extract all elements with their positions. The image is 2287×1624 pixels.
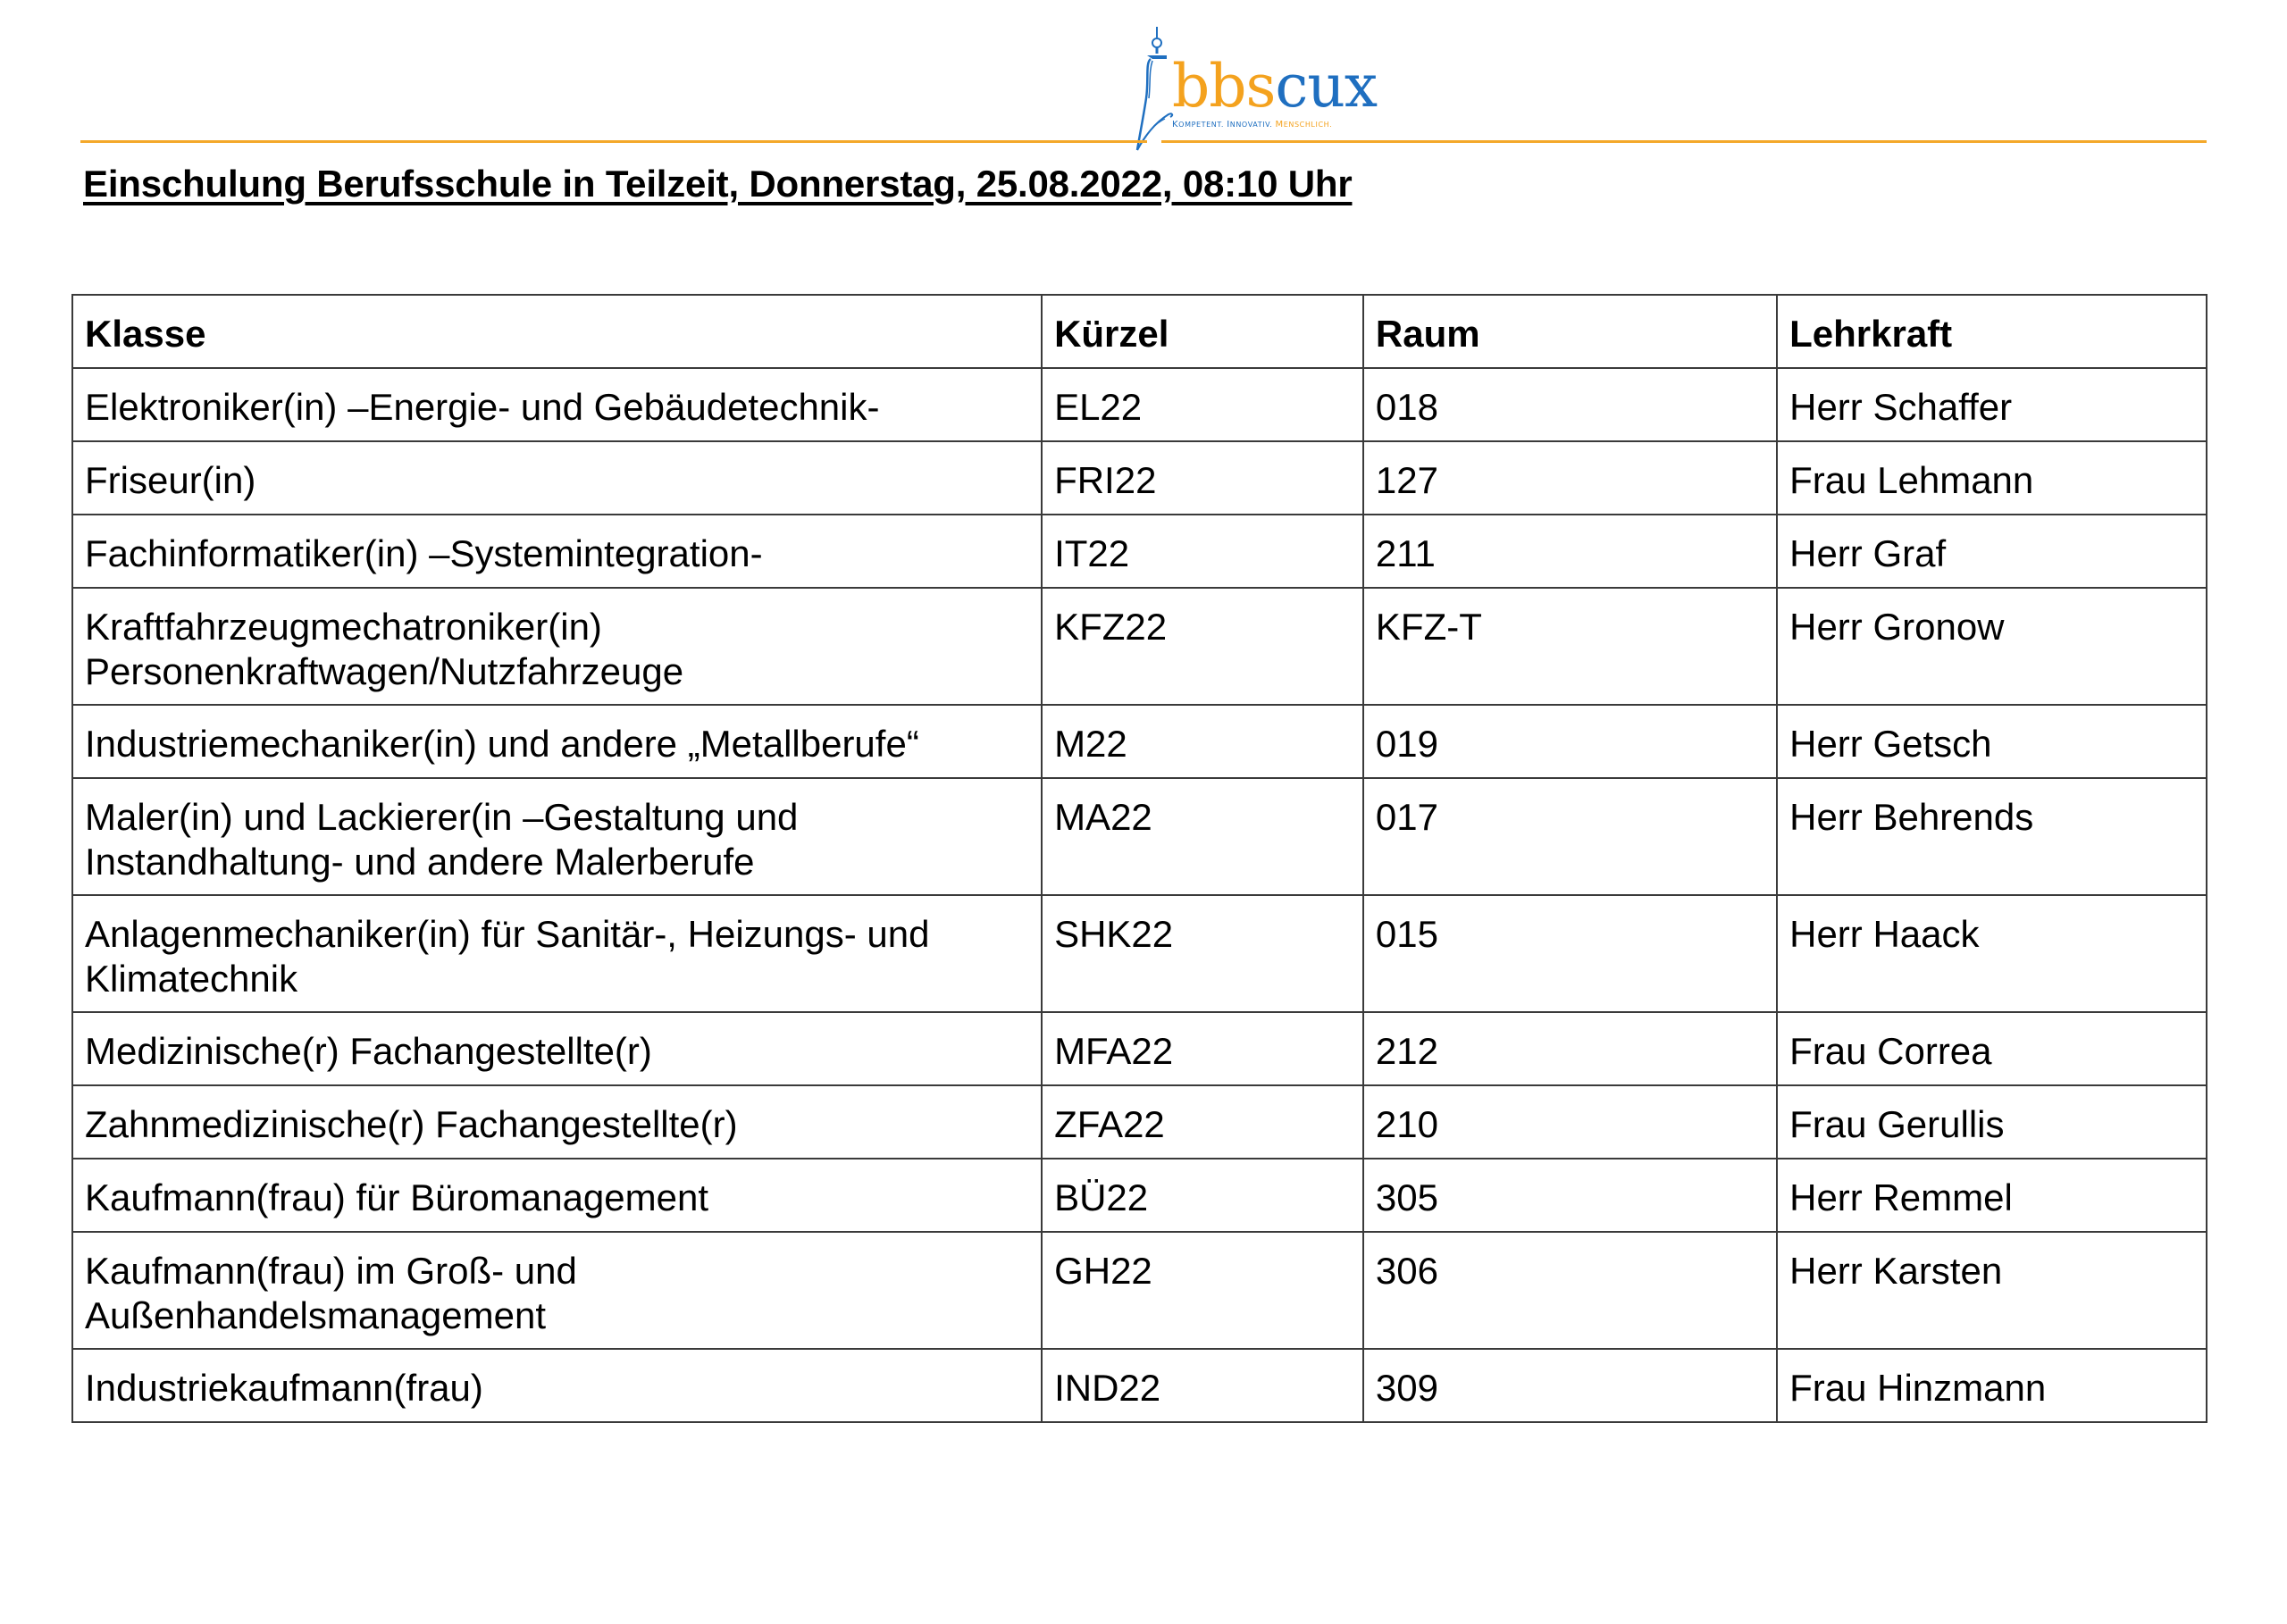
column-header-lehrkraft: Lehrkraft	[1777, 295, 2207, 368]
cell-lehrkraft: Herr Gronow	[1777, 588, 2207, 705]
tagline-word: OMPETENT.	[1178, 121, 1227, 129]
cell-raum: 017	[1363, 778, 1777, 895]
cell-lehrkraft: Herr Remmel	[1777, 1159, 2207, 1232]
cell-raum: 305	[1363, 1159, 1777, 1232]
table-row	[72, 515, 2207, 588]
table-row	[72, 1159, 2207, 1232]
cell-klasse: Fachinformatiker(in) –Systemintegration-	[72, 515, 1042, 588]
table-row	[72, 1349, 2207, 1422]
logo-word-bbs: bbs	[1172, 52, 1276, 121]
cell-raum: 309	[1363, 1349, 1777, 1422]
header-divider-left	[80, 140, 1147, 143]
cell-klasse: Maler(in) und Lackierer(in –Gestaltung und Instandhaltung- und andere Malerberufe	[72, 778, 1042, 895]
column-header-kuerzel: Kürzel	[1042, 295, 1363, 368]
tagline-word: ENSCHLICH.	[1283, 121, 1333, 129]
cell-klasse: Elektroniker(in) –Energie- und Gebäudetechnik-	[72, 368, 1042, 441]
logo-word-cux: cux	[1275, 52, 1378, 121]
table-row	[72, 588, 2207, 705]
cell-kuerzel: M22	[1042, 705, 1363, 778]
cell-lehrkraft: Herr Karsten	[1777, 1232, 2207, 1349]
cell-klasse: Friseur(in)	[72, 441, 1042, 515]
cell-kuerzel: BÜ22	[1042, 1159, 1363, 1232]
cell-raum: KFZ-T	[1363, 588, 1777, 705]
cell-lehrkraft: Frau Hinzmann	[1777, 1349, 2207, 1422]
header-divider-right	[1161, 140, 2207, 143]
cell-raum: 019	[1363, 705, 1777, 778]
cell-klasse: Kraftfahrzeugmechatroniker(in) Personenkraftwagen/Nutzfahrzeuge	[72, 588, 1042, 705]
cell-kuerzel: IT22	[1042, 515, 1363, 588]
cell-lehrkraft: Herr Behrends	[1777, 778, 2207, 895]
cell-kuerzel: ZFA22	[1042, 1085, 1363, 1159]
cell-lehrkraft: Frau Gerullis	[1777, 1085, 2207, 1159]
cell-klasse: Medizinische(r) Fachangestellte(r)	[72, 1012, 1042, 1085]
table-row	[72, 895, 2207, 1012]
cell-kuerzel: MFA22	[1042, 1012, 1363, 1085]
cell-raum: 210	[1363, 1085, 1777, 1159]
school-logo	[1133, 27, 1378, 156]
cell-raum: 212	[1363, 1012, 1777, 1085]
cell-raum: 306	[1363, 1232, 1777, 1349]
cell-kuerzel: GH22	[1042, 1232, 1363, 1349]
table-row	[72, 778, 2207, 895]
cell-klasse: Kaufmann(frau) für Büromanagement	[72, 1159, 1042, 1232]
tagline-word: NNOVATIV.	[1229, 121, 1276, 129]
table-row	[72, 1232, 2207, 1349]
tagline-initial: I	[1227, 120, 1230, 130]
cell-kuerzel: KFZ22	[1042, 588, 1363, 705]
cell-kuerzel: MA22	[1042, 778, 1363, 895]
page-title: Einschulung Berufsschule in Teilzeit, Donnerstag, 25.08.2022, 08:10 Uhr	[83, 163, 1353, 205]
table-row	[72, 705, 2207, 778]
cell-lehrkraft: Frau Lehmann	[1777, 441, 2207, 515]
cell-lehrkraft: Herr Haack	[1777, 895, 2207, 1012]
table-row	[72, 1012, 2207, 1085]
cell-klasse: Kaufmann(frau) im Groß- und Außenhandelsmanagement	[72, 1232, 1042, 1349]
cell-raum: 211	[1363, 515, 1777, 588]
column-header-raum: Raum	[1363, 295, 1777, 368]
enrollment-table	[71, 294, 2207, 1423]
cell-lehrkraft: Herr Getsch	[1777, 705, 2207, 778]
cell-lehrkraft: Frau Correa	[1777, 1012, 2207, 1085]
column-header-klasse: Klasse	[72, 295, 1042, 368]
table-row	[72, 1085, 2207, 1159]
table-header-row	[72, 295, 2207, 368]
cell-kuerzel: FRI22	[1042, 441, 1363, 515]
cell-klasse: Industriemechaniker(in) und andere „Metallberufe“	[72, 705, 1042, 778]
cell-klasse: Zahnmedizinische(r) Fachangestellte(r)	[72, 1085, 1042, 1159]
cell-kuerzel: SHK22	[1042, 895, 1363, 1012]
cell-raum: 127	[1363, 441, 1777, 515]
cell-lehrkraft: Herr Graf	[1777, 515, 2207, 588]
cell-lehrkraft: Herr Schaffer	[1777, 368, 2207, 441]
cell-klasse: Anlagenmechaniker(in) für Sanitär-, Heizungs- und Klimatechnik	[72, 895, 1042, 1012]
logo-tagline	[1172, 120, 1332, 130]
table-row	[72, 441, 2207, 515]
tagline-initial: K	[1172, 120, 1179, 130]
cell-klasse: Industriekaufmann(frau)	[72, 1349, 1042, 1422]
table-row	[72, 368, 2207, 441]
cell-kuerzel: EL22	[1042, 368, 1363, 441]
cell-raum: 015	[1363, 895, 1777, 1012]
logo-wordmark	[1172, 52, 1378, 121]
cell-raum: 018	[1363, 368, 1777, 441]
tagline-initial: M	[1275, 120, 1284, 130]
cell-kuerzel: IND22	[1042, 1349, 1363, 1422]
